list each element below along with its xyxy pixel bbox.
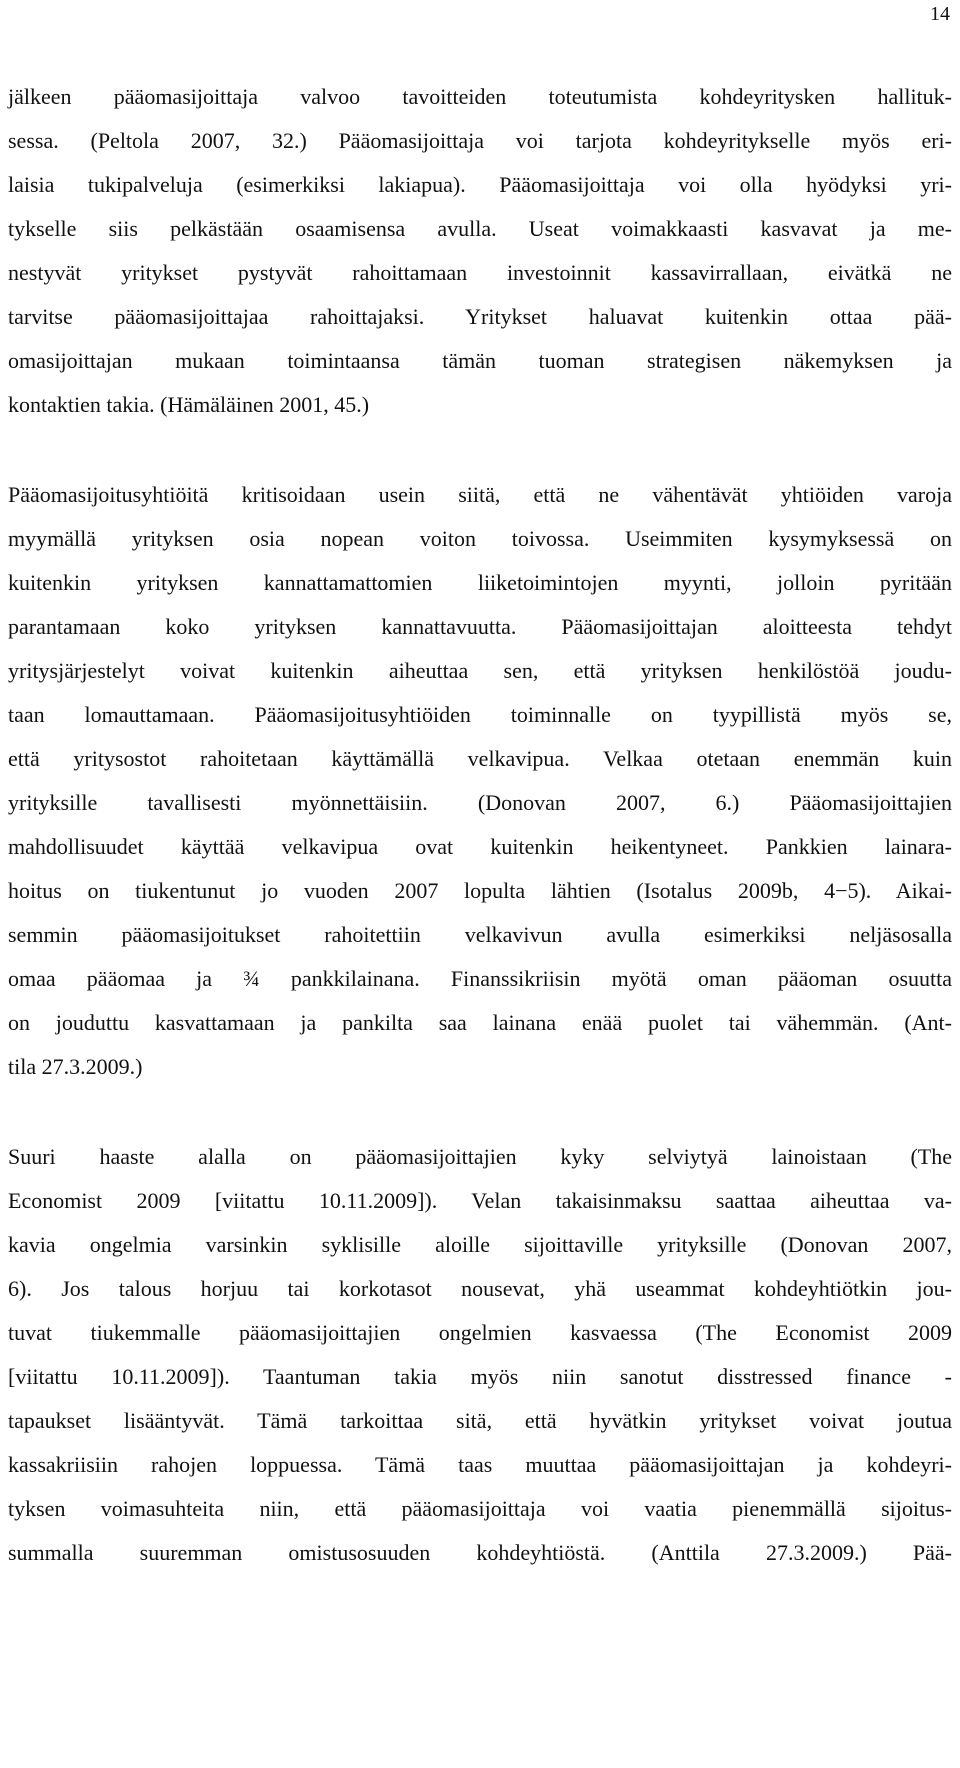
text-line: kontaktien takia. (Hämäläinen 2001, 45.) [8, 392, 370, 417]
text-line: laisia tukipalveluja (esimerkiksi lakiapua). Pääomasijoittaja voi olla hyödyksi yri- [8, 172, 952, 197]
text-line: [viitattu 10.11.2009]). Taantuman takia myös niin sanotut disstressed finance - [8, 1364, 952, 1389]
text-line: 6). Jos talous horjuu tai korkotasot nousevat, yhä useammat kohdeyhtiötkin jou- [8, 1276, 952, 1301]
text-line: Pääomasijoitusyhtiöitä kritisoidaan usein siitä, että ne vähentävät yhtiöiden varoja [8, 482, 952, 507]
text-line: tapaukset lisääntyvät. Tämä tarkoittaa sitä, että hyvätkin yritykset voivat joutua [8, 1408, 952, 1433]
text-line: kassakriisiin rahojen loppuessa. Tämä taas muuttaa pääomasijoittajan ja kohdeyri- [8, 1452, 952, 1477]
text-line: sessa. (Peltola 2007, 32.) Pääomasijoittaja voi tarjota kohdeyritykselle myös eri- [8, 128, 952, 153]
text-line: myymällä yrityksen osia nopean voiton toivossa. Useimmiten kysymyksessä on [8, 526, 952, 551]
paragraph-gap [8, 427, 952, 473]
text-line: tarvitse pääomasijoittajaa rahoittajaksi. Yritykset haluavat kuitenkin ottaa pää- [8, 304, 952, 329]
text-line: yrityksille tavallisesti myönnettäisiin. (Donovan 2007, 6.) Pääomasijoittajien [8, 790, 952, 815]
text-line: tyksen voimasuhteita niin, että pääomasijoittaja voi vaatia pienemmällä sijoitus- [8, 1496, 952, 1521]
text-line: kavia ongelmia varsinkin syklisille aloille sijoittaville yrityksille (Donovan 2007, [8, 1232, 952, 1257]
text-line: omasijoittajan mukaan toimintaansa tämän tuoman strategisen näkemyksen ja [8, 348, 952, 373]
paragraph-gap [8, 1089, 952, 1135]
text-line: kuitenkin yrityksen kannattamattomien liiketoimintojen myynti, jolloin pyritään [8, 570, 952, 595]
text-line: jälkeen pääomasijoittaja valvoo tavoitteiden toteutumista kohdeyritysken hallituk- [8, 84, 952, 109]
text-line: taan lomauttamaan. Pääomasijoitusyhtiöiden toiminnalle on tyypillistä myös se, [8, 702, 952, 727]
paragraph-2 [8, 473, 952, 1089]
text-line: mahdollisuudet käyttää velkavipua ovat kuitenkin heikentyneet. Pankkien lainara- [8, 834, 952, 859]
text-line: tila 27.3.2009.) [8, 1054, 143, 1079]
document-body [8, 75, 952, 1575]
text-line: semmin pääomasijoitukset rahoitettiin velkavivun avulla esimerkiksi neljäsosalla [8, 922, 952, 947]
text-line: yritysjärjestelyt voivat kuitenkin aiheuttaa sen, että yrityksen henkilöstöä joudu- [8, 658, 952, 683]
text-line: hoitus on tiukentunut jo vuoden 2007 lopulta lähtien (Isotalus 2009b, 4−5). Aikai- [8, 878, 952, 903]
paragraph-1 [8, 75, 952, 427]
text-line: että yritysostot rahoitetaan käyttämällä velkavipua. Velkaa otetaan enemmän kuin [8, 746, 952, 771]
text-line: summalla suuremman omistusosuuden kohdeyhtiöstä. (Anttila 27.3.2009.) Pää- [8, 1540, 952, 1565]
text-line: Economist 2009 [viitattu 10.11.2009]). Velan takaisinmaksu saattaa aiheuttaa va- [8, 1188, 952, 1213]
text-line: parantamaan koko yrityksen kannattavuutta. Pääomasijoittajan aloitteesta tehdyt [8, 614, 952, 639]
text-line: tuvat tiukemmalle pääomasijoittajien ongelmien kasvaessa (The Economist 2009 [8, 1320, 952, 1345]
text-line: on jouduttu kasvattamaan ja pankilta saa lainana enää puolet tai vähemmän. (Ant- [8, 1010, 952, 1035]
text-line: tykselle siis pelkästään osaamisensa avulla. Useat voimakkaasti kasvavat ja me- [8, 216, 952, 241]
text-line: nestyvät yritykset pystyvät rahoittamaan investoinnit kassavirrallaan, eivätkä ne [8, 260, 952, 285]
text-line: Suuri haaste alalla on pääomasijoittajien kyky selviytyä lainoistaan (The [8, 1144, 952, 1169]
paragraph-3 [8, 1135, 952, 1575]
page-number: 14 [930, 3, 950, 25]
text-line: omaa pääomaa ja ¾ pankkilainana. Finanssikriisin myötä oman pääoman osuutta [8, 966, 952, 991]
